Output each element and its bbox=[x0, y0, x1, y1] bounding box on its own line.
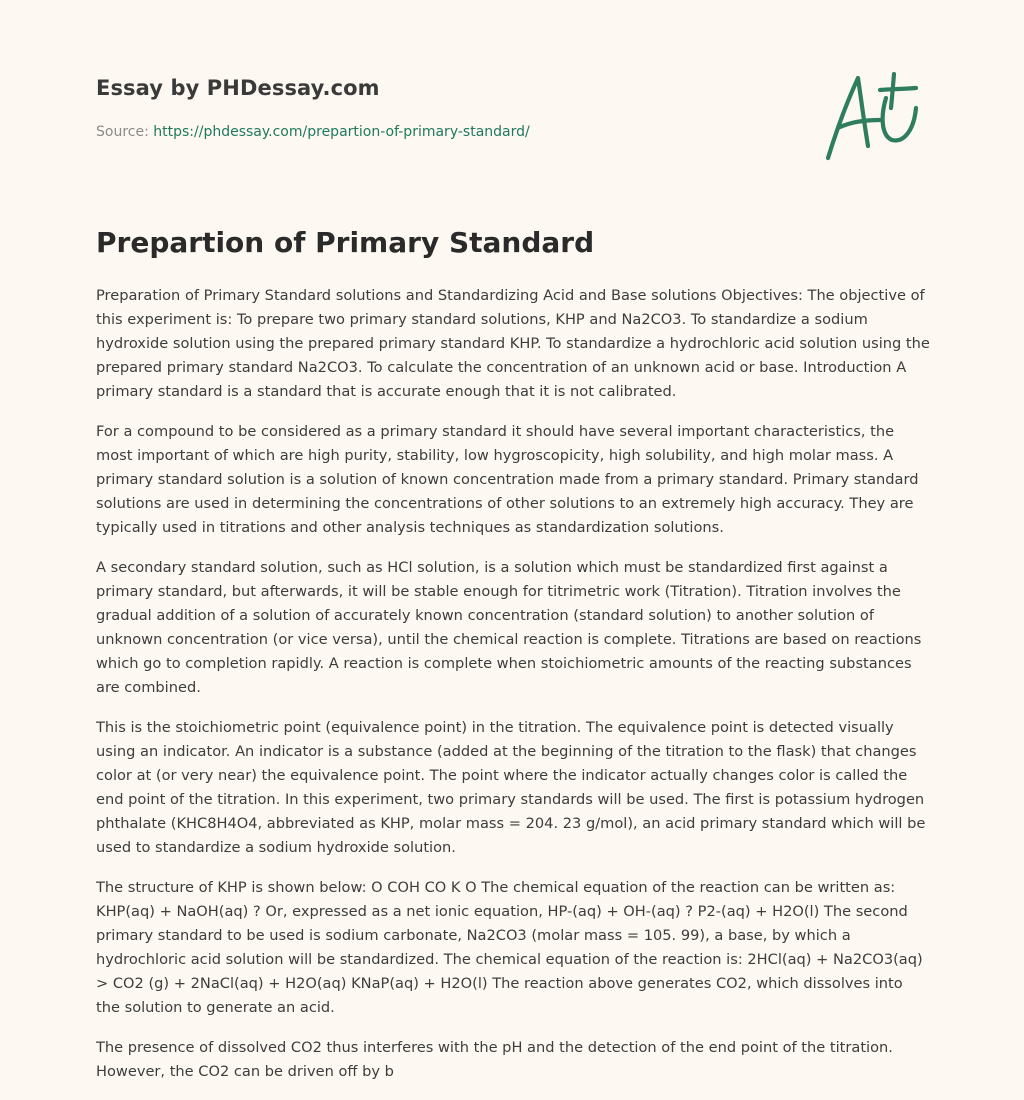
paragraph: A secondary standard solution, such as HCl solution, is a solution which must be standardized first against a primary standard, but afterwards, it will be stable enough for titrimetric work (Titration). Titration involves the gradual addition of a solution of accurately known concentration (standard solution) to another solution of unknown concentration (or vice versa), until the chemical reaction is complete. Titrations are based on reactions which go to completion rapidly. A reaction is complete when stoichiometric amounts of the reacting substances are combined. bbox=[96, 559, 922, 696]
source-link[interactable]: https://phdessay.com/prepartion-of-primary-standard/ bbox=[153, 124, 530, 140]
site-brand: Essay by PHDessay.com bbox=[96, 76, 380, 100]
source-line bbox=[96, 124, 530, 140]
article-title: Prepartion of Primary Standard bbox=[96, 226, 595, 259]
source-label: Source: bbox=[96, 124, 154, 140]
article-body bbox=[96, 284, 930, 1100]
a-plus-logo-icon bbox=[824, 70, 924, 164]
paragraph: The presence of dissolved CO2 thus interferes with the pH and the detection of the end point of the titration. However, the CO2 can be driven off by b bbox=[96, 1039, 893, 1080]
paragraph: For a compound to be considered as a primary standard it should have several important characteristics, the most important of which are high purity, stability, low hygroscopicity, high solubility, and high molar mass. A primary standard solution is a solution of known concentration made from a primary standard. Primary standard solutions are used in determining the concentrations of other solutions to an extremely high accuracy. They are typically used in titrations and other analysis techniques as standardization solutions. bbox=[96, 423, 919, 536]
paragraph: The structure of KHP is shown below: O COH CO K O The chemical equation of the reaction can be written as: KHP(aq) + NaOH(aq) ? Or, expressed as a net ionic equation, HP-(aq) + OH-(aq) ? P2-(aq) + H2O(l) The second primary standard to be used is sodium carbonate, Na2CO3 (molar mass = 105. 99), a base, by which a hydrochloric acid solution will be standardized. The chemical equation of the reaction is: 2HCl(aq) + Na2CO3(aq) > CO2 (g) + 2NaCl(aq) + H2O(aq) KNaP(aq) + H2O(l) The reaction above generates CO2, which dissolves into the solution to generate an acid. bbox=[96, 879, 923, 1016]
paragraph: This is the stoichiometric point (equivalence point) in the titration. The equivalence point is detected visually using an indicator. An indicator is a substance (added at the beginning of the titration to the flask) that changes color at (or very near) the equivalence point. The point where the indicator actually changes color is called the end point of the titration. In this experiment, two primary standards will be used. The first is potassium hydrogen phthalate (KHC8H4O4, abbreviated as KHP, molar mass = 204. 23 g/mol), an acid primary standard which will be used to standardize a sodium hydroxide solution. bbox=[96, 719, 926, 856]
paragraph: Preparation of Primary Standard solutions and Standardizing Acid and Base solutions Objectives: The objective of this experiment is: To prepare two primary standard solutions, KHP and Na2CO3. To standardize a sodium hydroxide solution using the prepared primary standard KHP. To standardize a hydrochloric acid solution using the prepared primary standard Na2CO3. To calculate the concentration of an unknown acid or base. Introduction A primary standard is a standard that is accurate enough that it is not calibrated. bbox=[96, 287, 930, 400]
